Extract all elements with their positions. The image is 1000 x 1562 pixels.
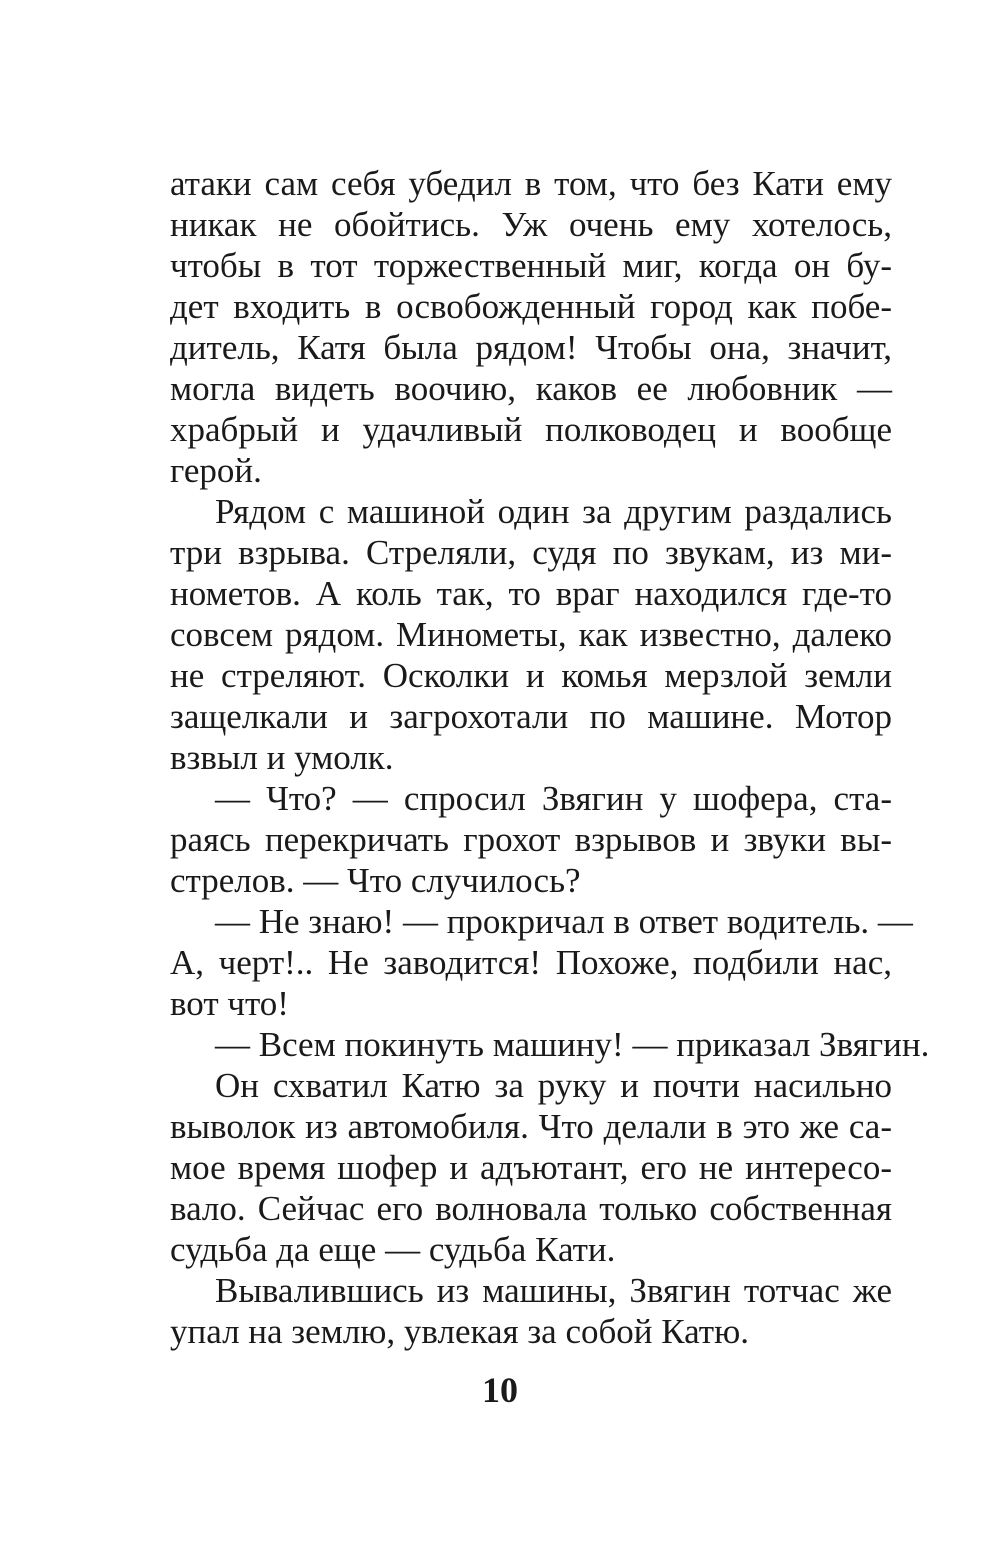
text-line: герой.	[170, 451, 262, 490]
text-line: — Всем покинуть машину! — приказал Звягин.	[215, 1025, 930, 1064]
text-line: дитель, Катя была рядом! Чтобы она, значит,	[170, 328, 892, 367]
text-line: атаки сам себя убедил в том, что без Кати ему	[170, 164, 892, 203]
text-line: Вывалившись из машины, Звягин тотчас же	[215, 1271, 892, 1310]
text-line: чтобы в тот торжественный миг, когда он бу-	[170, 246, 892, 285]
text-line: — Что? — спросил Звягин у шофера, ста-	[215, 779, 892, 818]
text-line: защелкали и загрохотали по машине. Мотор	[170, 697, 892, 736]
text-line: никак не обойтись. Уж очень ему хотелось,	[170, 205, 892, 244]
text-line: взвыл и умолк.	[170, 738, 394, 777]
text-line: не стреляют. Осколки и комья мерзлой земли	[170, 656, 892, 695]
text-line: вало. Сейчас его волновала только собственная	[170, 1189, 892, 1228]
page-number: 10	[482, 1370, 518, 1410]
text-line: раясь перекричать грохот взрывов и звуки вы-	[170, 820, 892, 859]
text-line: три взрыва. Стреляли, судя по звукам, из ми-	[170, 533, 892, 572]
text-line: судьба да еще — судьба Кати.	[170, 1230, 616, 1269]
text-line: нометов. А коль так, то враг находился где-то	[170, 574, 892, 613]
text-line: — Не знаю! — прокричал в ответ водитель. —	[215, 902, 913, 941]
body-text	[170, 163, 930, 1352]
text-line: дет входить в освобожденный город как побе-	[170, 287, 892, 326]
text-line: вот что!	[170, 984, 289, 1023]
text-line: Он схватил Катю за руку и почти насильно	[215, 1066, 892, 1105]
text-line: упал на землю, увлекая за собой Катю.	[170, 1312, 749, 1351]
text-line: выволок из автомобиля. Что делали в это же са-	[170, 1107, 892, 1146]
text-line: Рядом с машиной один за другим раздались	[215, 492, 892, 531]
text-line: А, черт!.. Не заводится! Похоже, подбили нас,	[170, 943, 892, 982]
text-line: храбрый и удачливый полководец и вообще	[170, 410, 892, 449]
text-line: совсем рядом. Минометы, как известно, далеко	[170, 615, 892, 654]
text-line: стрелов. — Что случилось?	[170, 861, 581, 900]
text-line: могла видеть воочию, каков ее любовник —	[170, 369, 892, 408]
text-line: мое время шофер и адъютант, его не интересо-	[170, 1148, 892, 1187]
